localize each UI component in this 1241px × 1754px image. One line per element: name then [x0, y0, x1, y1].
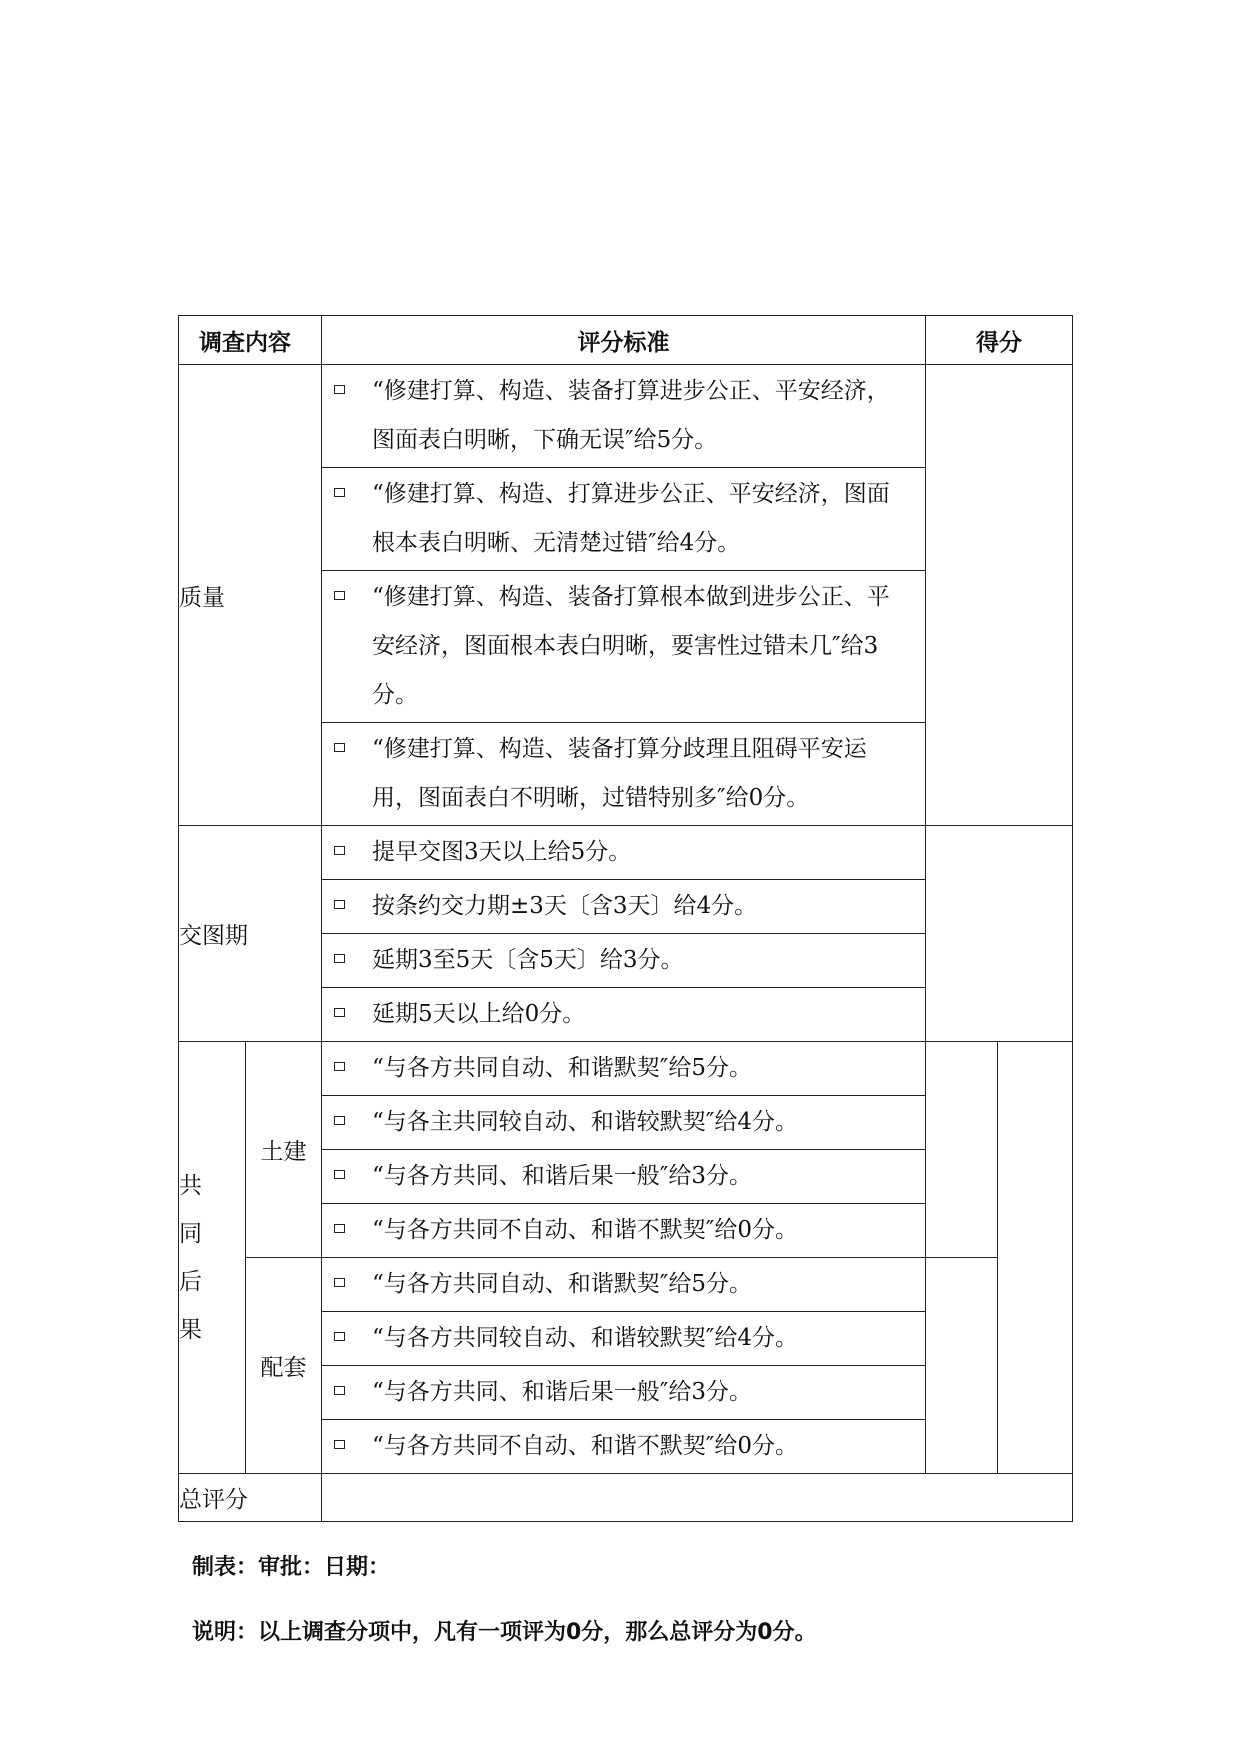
document-footer [178, 1550, 1072, 1646]
table-row [179, 365, 1073, 468]
criteria-text: “修建打算、构造、装备打算进步公正、平安经济，图面表白明晰，下确无误″给5分。 [372, 378, 890, 453]
evaluation-document [178, 315, 1072, 1680]
score-cell-civil[interactable] [926, 1042, 998, 1258]
criteria-text: “与各方共同不自动、和谐不默契″给0分。 [372, 1217, 798, 1243]
criteria-text: 延期3至5天〔含5天〕给3分。 [372, 947, 684, 973]
criteria-text: 延期5天以上给0分。 [372, 1001, 586, 1027]
header-criteria: 评分标准 [322, 316, 926, 365]
checkbox-icon [334, 1440, 345, 1449]
signature-line: 制表：审批：日期： [192, 1555, 391, 1580]
criteria-cell [322, 1312, 926, 1366]
criteria-cell [322, 1258, 926, 1312]
criteria-cell [322, 723, 926, 826]
criteria-text: “与各方共同自动、和谐默契″给5分。 [372, 1271, 752, 1297]
header-score: 得分 [926, 316, 1073, 365]
table-row [179, 1258, 1073, 1312]
score-cell-support[interactable] [926, 1258, 998, 1474]
criteria-text: “修建打算、构造、装备打算根本做到进步公正、平安经济，图面根本表白明晰，要害性过错未几″给3分。 [372, 584, 890, 708]
criteria-cell [322, 571, 926, 723]
checkbox-icon [334, 954, 345, 963]
checkbox-icon [334, 1116, 345, 1125]
category-char: 共 [179, 1172, 202, 1199]
table-header-row [179, 316, 1073, 365]
checkbox-icon [334, 1278, 345, 1287]
score-cell-quality[interactable] [926, 365, 1073, 826]
criteria-cell [322, 988, 926, 1042]
criteria-text: 提早交图3天以上给5分。 [372, 839, 632, 865]
category-char: 果 [179, 1316, 202, 1343]
category-delivery: 交图期 [179, 826, 322, 1042]
criteria-text: 按条约交力期±3天〔含3天〕给4分。 [372, 893, 758, 919]
criteria-cell [322, 468, 926, 571]
checkbox-icon [334, 488, 345, 497]
checkbox-icon [334, 591, 345, 600]
checkbox-icon [334, 385, 345, 394]
criteria-text: “修建打算、构造、装备打算分歧理且阻碍平安运用，图面表白不明晰，过错特别多″给0分。 [372, 736, 867, 811]
criteria-text: “与各主共同较自动、和谐较默契″给4分。 [372, 1109, 798, 1135]
criteria-text: “与各方共同不自动、和谐不默契″给0分。 [372, 1433, 798, 1459]
score-cell-delivery[interactable] [926, 826, 1073, 1042]
checkbox-icon [334, 1008, 345, 1017]
evaluation-table [178, 315, 1073, 1522]
checkbox-icon [334, 1386, 345, 1395]
checkbox-icon [334, 1062, 345, 1071]
header-content: 调查内容 [179, 316, 322, 365]
criteria-cell [322, 1042, 926, 1096]
total-label: 总评分 [179, 1474, 322, 1522]
category-char: 同 [179, 1220, 202, 1247]
criteria-text: “与各方共同自动、和谐默契″给5分。 [372, 1055, 752, 1081]
table-row [179, 1042, 1073, 1096]
criteria-cell [322, 1096, 926, 1150]
criteria-cell [322, 1150, 926, 1204]
criteria-text: “修建打算、构造、打算进步公正、平安经济，图面根本表白明晰、无清楚过错″给4分。 [372, 481, 890, 556]
criteria-text: “与各方共同、和谐后果一般″给3分。 [372, 1379, 752, 1405]
note-line: 说明：以上调查分项中，凡有一项评为0分，那么总评分为0分。 [192, 1620, 817, 1645]
category-cooperation [179, 1042, 246, 1474]
checkbox-icon [334, 900, 345, 909]
criteria-cell [322, 826, 926, 880]
checkbox-icon [334, 1170, 345, 1179]
criteria-text: “与各方共同较自动、和谐较默契″给4分。 [372, 1325, 798, 1351]
criteria-cell [322, 1366, 926, 1420]
criteria-cell [322, 1204, 926, 1258]
checkbox-icon [334, 1332, 345, 1341]
checkbox-icon [334, 743, 345, 752]
subcategory-support: 配套 [246, 1258, 322, 1474]
category-quality: 质量 [179, 365, 322, 826]
checkbox-icon [334, 846, 345, 855]
criteria-cell [322, 934, 926, 988]
checkbox-icon [334, 1224, 345, 1233]
criteria-cell [322, 365, 926, 468]
table-row-total [179, 1474, 1073, 1522]
table-row [179, 826, 1073, 880]
criteria-cell [322, 880, 926, 934]
criteria-text: “与各方共同、和谐后果一般″给3分。 [372, 1163, 752, 1189]
category-char: 后 [179, 1268, 202, 1295]
score-cell-cooperation[interactable] [998, 1042, 1073, 1474]
total-score-cell[interactable] [322, 1474, 1073, 1522]
criteria-cell [322, 1420, 926, 1474]
subcategory-civil: 土建 [246, 1042, 322, 1258]
